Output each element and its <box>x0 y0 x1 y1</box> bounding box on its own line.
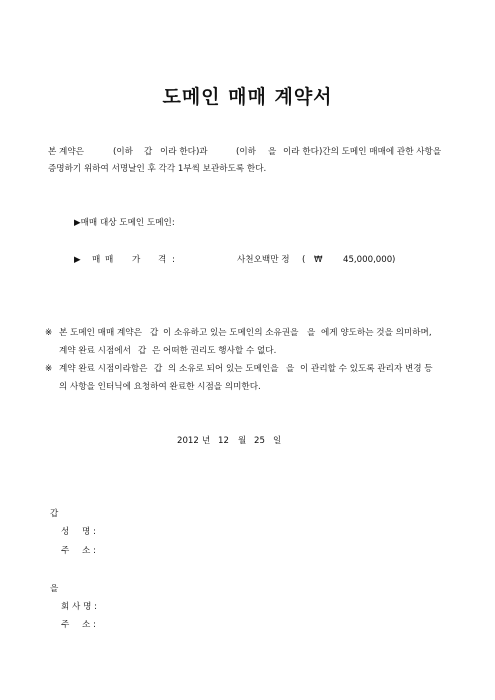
date-year: 2012 <box>177 436 199 446</box>
intro-text: 본 계약은 <box>48 147 84 157</box>
won-sign: ₩ <box>314 255 323 265</box>
note-party-a: 갑 <box>150 328 159 338</box>
price-korean: 사천오백만 정 <box>237 255 290 265</box>
party-b-address-label: 주 <box>61 620 70 630</box>
party-a-name-label: 명 : <box>82 527 96 537</box>
note-text: 본 도메인 매매 계약은 <box>59 328 142 338</box>
note-text: 의 소유로 되어 있는 도메인을 <box>168 364 279 374</box>
note-text: 계약 완료 시점에서 <box>59 346 131 356</box>
intro-party-b: 을 <box>268 147 277 157</box>
party-a-name-label: 성 <box>61 527 70 537</box>
price-amount: 45,000,000 <box>343 255 393 265</box>
note-party-a: 갑 <box>154 364 163 374</box>
price-arrow: ▶ <box>74 255 81 265</box>
price-paren-open: ( <box>302 255 306 265</box>
price-paren-close: ) <box>392 255 396 265</box>
note-text: 은 어떠한 권리도 행사할 수 없다. <box>152 346 277 356</box>
party-b-label: 을 <box>50 584 59 594</box>
price-label-char: 가 <box>132 255 141 265</box>
note-party-a: 갑 <box>138 346 147 356</box>
party-a-address-label: 소 : <box>82 546 96 556</box>
document-title: 도메인 매매 계약서 <box>162 86 333 108</box>
intro-text: 증명하기 위하여 서명날인 후 각각 1부씩 보관하도록 한다. <box>48 164 267 174</box>
party-a-address-label: 주 <box>61 546 70 556</box>
note-text: 의 사항을 인터닉에 요청하여 완료한 시점을 의미한다. <box>59 382 261 392</box>
note-text: 이 소유하고 있는 도메인의 소유권을 <box>163 328 299 338</box>
party-b-company-label: 회 사 명 : <box>61 602 97 612</box>
date-day: 25 <box>254 436 265 446</box>
domain-label: ▶매매 대상 도메인 도메인: <box>74 218 175 228</box>
price-label-char: 매 <box>105 255 114 265</box>
note-mark: ※ <box>45 328 53 338</box>
intro-text: (이하 <box>113 147 133 157</box>
price-label-char: 격 <box>158 255 167 265</box>
date-year-unit: 년 <box>202 436 211 446</box>
intro-text: 이라 한다)간의 도메인 매매에 관한 사항을 <box>283 147 442 157</box>
note-party-b: 을 <box>307 328 316 338</box>
date-month-unit: 월 <box>238 436 247 446</box>
price-label-char: : <box>172 255 175 265</box>
price-label-char: 매 <box>92 255 101 265</box>
intro-party-a: 갑 <box>144 147 153 157</box>
note-mark: ※ <box>45 364 53 374</box>
note-text: 에게 양도하는 것을 의미하며, <box>321 328 432 338</box>
date-month: 12 <box>218 436 229 446</box>
note-party-b: 을 <box>286 364 295 374</box>
note-text: 계약 완료 시점이라함은 <box>59 364 148 374</box>
party-a-label: 갑 <box>50 509 59 519</box>
date-day-unit: 일 <box>273 436 282 446</box>
party-b-address-label: 소 : <box>82 620 96 630</box>
intro-text: (이하 <box>236 147 256 157</box>
intro-text: 이라 한다)과 <box>160 147 208 157</box>
note-text: 이 관리할 수 있도록 관리자 변경 등 <box>300 364 433 374</box>
